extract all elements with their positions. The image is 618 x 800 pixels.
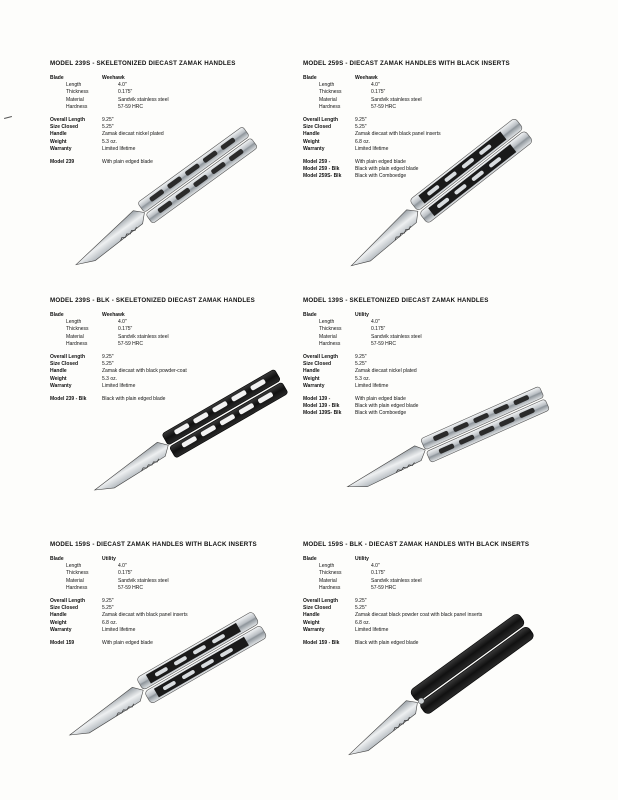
spec-value: 4.0" bbox=[371, 82, 380, 89]
knife-handle bbox=[409, 612, 526, 702]
spec-label: Length bbox=[319, 563, 335, 570]
spec-value: Sandvik stainless steel bbox=[118, 96, 169, 103]
product-title: MODEL 159S - BLK - DIECAST ZAMAK HANDLES WITH BLACK INSERTS bbox=[303, 541, 530, 548]
spec-label: Length bbox=[319, 319, 335, 326]
spec-value: 9.25" bbox=[355, 598, 367, 605]
spec-value: Zamak diecast nickel plated bbox=[355, 368, 417, 375]
knife-illustration bbox=[70, 355, 310, 515]
knife-blade bbox=[90, 438, 173, 497]
spec-value: 57-59 HRC bbox=[371, 103, 397, 110]
spec-label: Warranty bbox=[50, 382, 72, 389]
spec-label: Length bbox=[66, 319, 82, 326]
spec-label: Thickness bbox=[66, 570, 89, 577]
spec-label: Hardness bbox=[319, 103, 341, 110]
spec-label: Weight bbox=[50, 375, 67, 382]
product-title: MODEL 239S - BLK - SKELETONIZED DIECAST ZAMAK HANDLES bbox=[50, 297, 255, 304]
model-label: Model 259 - bbox=[303, 159, 331, 166]
spec-value: 5.25" bbox=[355, 124, 367, 131]
spec-value: 4.0" bbox=[371, 319, 380, 326]
spec-label: Hardness bbox=[66, 103, 88, 110]
spec-label: Blade bbox=[50, 312, 64, 318]
spec-value: 57-59 HRC bbox=[371, 584, 397, 591]
spec-label: Weight bbox=[303, 138, 320, 145]
spec-label: Material bbox=[66, 577, 84, 584]
spec-label: Size Closed bbox=[303, 124, 332, 131]
spec-value: Zamak diecast black powder coat with black panel inserts bbox=[355, 612, 483, 619]
spec-value: Sandvik stainless steel bbox=[118, 577, 169, 584]
spec-value: 5.25" bbox=[102, 605, 114, 612]
spec-label: Handle bbox=[50, 131, 67, 138]
spec-value: 57-59 HRC bbox=[118, 584, 144, 591]
spec-value: 6.8 oz. bbox=[355, 138, 371, 145]
spec-value: 5.25" bbox=[102, 361, 114, 368]
spec-value: 6.8 oz. bbox=[355, 619, 371, 626]
spec-value: Utility bbox=[102, 556, 116, 562]
spec-label: Overall Length bbox=[303, 354, 339, 361]
spec-value: 57-59 HRC bbox=[118, 340, 144, 347]
spec-value: 5.3 oz. bbox=[102, 138, 118, 145]
spec-value: 9.25" bbox=[355, 354, 367, 361]
spec-label: Handle bbox=[303, 131, 320, 138]
spec-label: Length bbox=[66, 82, 82, 89]
model-value: Black with plain edged blade bbox=[355, 403, 419, 410]
spec-label: Size Closed bbox=[50, 361, 79, 368]
spec-value: Limited lifetime bbox=[102, 382, 136, 389]
spec-label: Handle bbox=[303, 368, 320, 375]
knife-illustration bbox=[45, 120, 285, 280]
spec-label: Size Closed bbox=[50, 605, 79, 612]
spec-value: Limited lifetime bbox=[355, 626, 389, 633]
spec-value: 4.0" bbox=[118, 563, 127, 570]
spec-label: Material bbox=[319, 333, 337, 340]
model-value: Black with Comboedge bbox=[355, 173, 407, 180]
model-value: With plain edged blade bbox=[102, 640, 153, 647]
knife-illustration bbox=[45, 600, 285, 760]
spec-label: Length bbox=[66, 563, 82, 570]
spec-label: Length bbox=[319, 82, 335, 89]
model-label: Model 259 - Blk bbox=[303, 166, 340, 173]
spec-label: Blade bbox=[303, 312, 317, 318]
spec-value: Weehawk bbox=[355, 75, 378, 81]
spec-label: Blade bbox=[50, 556, 64, 562]
knife-blade bbox=[343, 443, 429, 494]
spec-value: 0.175" bbox=[118, 89, 133, 96]
model-label: Model 159 bbox=[50, 640, 75, 647]
spec-value: 57-59 HRC bbox=[118, 103, 144, 110]
spec-value: Weehawk bbox=[102, 312, 125, 318]
model-value: Black with plain edged blade bbox=[355, 640, 419, 647]
spec-value: 9.25" bbox=[102, 598, 114, 605]
spec-label: Thickness bbox=[66, 89, 89, 96]
spec-label: Overall Length bbox=[50, 117, 86, 124]
spec-label: Thickness bbox=[66, 326, 89, 333]
knife-blade bbox=[65, 683, 148, 742]
spec-label: Material bbox=[319, 96, 337, 103]
spec-label: Handle bbox=[50, 612, 67, 619]
knife-illustration bbox=[318, 610, 558, 770]
model-value: Black with plain edged blade bbox=[355, 166, 419, 173]
spec-label: Overall Length bbox=[303, 117, 339, 124]
product-title: MODEL 159S - DIECAST ZAMAK HANDLES WITH BLACK INSERTS bbox=[50, 541, 257, 548]
spec-label: Thickness bbox=[319, 570, 342, 577]
spec-label: Warranty bbox=[50, 626, 72, 633]
spec-value: 0.175" bbox=[118, 326, 133, 333]
spec-value: 5.25" bbox=[355, 605, 367, 612]
spec-label: Warranty bbox=[303, 382, 325, 389]
spec-value: Limited lifetime bbox=[355, 382, 389, 389]
spec-value: Zamak diecast with black panel inserts bbox=[102, 612, 188, 619]
model-value: With plain edged blade bbox=[102, 159, 153, 166]
product-title: MODEL 259S - DIECAST ZAMAK HANDLES WITH BLACK INSERTS bbox=[303, 60, 510, 67]
spec-value: 57-59 HRC bbox=[371, 340, 397, 347]
knife-illustration bbox=[318, 118, 558, 278]
spec-value: 5.3 oz. bbox=[355, 375, 371, 382]
spec-value: Zamak diecast nickel plated bbox=[102, 131, 164, 138]
spec-label: Handle bbox=[50, 368, 67, 375]
model-value: Black with Comboedge bbox=[355, 410, 407, 417]
spec-label: Size Closed bbox=[50, 124, 79, 131]
model-label: Model 139 - bbox=[303, 396, 331, 403]
spec-value: Limited lifetime bbox=[355, 145, 389, 152]
knife-blade bbox=[343, 696, 423, 761]
spec-value: 6.8 oz. bbox=[102, 619, 118, 626]
knife-blade bbox=[70, 206, 150, 271]
spec-value: Sandvik stainless steel bbox=[118, 333, 169, 340]
spec-label: Size Closed bbox=[303, 605, 332, 612]
spec-value: Sandvik stainless steel bbox=[371, 96, 422, 103]
knife-illustration bbox=[328, 362, 568, 522]
spec-label: Hardness bbox=[66, 584, 88, 591]
spec-label: Blade bbox=[303, 556, 317, 562]
spec-value: Zamak diecast with black powder-coat bbox=[102, 368, 187, 375]
spec-value: 5.25" bbox=[355, 361, 367, 368]
spec-label: Handle bbox=[303, 612, 320, 619]
spec-label: Size Closed bbox=[303, 361, 332, 368]
product-title: MODEL 239S - SKELETONIZED DIECAST ZAMAK HANDLES bbox=[50, 60, 236, 67]
model-label: Model 239 bbox=[50, 159, 75, 166]
spec-value: 0.175" bbox=[371, 326, 386, 333]
spec-label: Blade bbox=[303, 75, 317, 81]
model-label: Model 139S- Blk bbox=[303, 410, 342, 417]
knife-handle bbox=[419, 625, 536, 715]
spec-label: Warranty bbox=[303, 626, 325, 633]
spec-value: Limited lifetime bbox=[102, 145, 136, 152]
spec-value: Utility bbox=[355, 556, 369, 562]
spec-label: Thickness bbox=[319, 89, 342, 96]
spec-label: Overall Length bbox=[303, 598, 339, 605]
spec-label: Warranty bbox=[303, 145, 325, 152]
spec-value: 0.175" bbox=[371, 570, 386, 577]
spec-label: Material bbox=[66, 333, 84, 340]
spec-value: Sandvik stainless steel bbox=[371, 333, 422, 340]
spec-label: Material bbox=[66, 96, 84, 103]
spec-value: 9.25" bbox=[355, 117, 367, 124]
spec-value: 4.0" bbox=[118, 319, 127, 326]
spec-value: 4.0" bbox=[118, 82, 127, 89]
model-value: With plain edged blade bbox=[355, 159, 406, 166]
model-label: Model 139 - Blk bbox=[303, 403, 340, 410]
spec-label: Hardness bbox=[319, 584, 341, 591]
model-label: Model 259S- Blk bbox=[303, 173, 342, 180]
spec-value: Limited lifetime bbox=[102, 626, 136, 633]
spec-label: Overall Length bbox=[50, 598, 86, 605]
spec-value: 9.25" bbox=[102, 117, 114, 124]
scan-mark bbox=[4, 116, 12, 119]
spec-value: 5.25" bbox=[102, 124, 114, 131]
spec-label: Blade bbox=[50, 75, 64, 81]
model-value: Black with plain edged blade bbox=[102, 396, 166, 403]
model-value: With plain edged blade bbox=[355, 396, 406, 403]
model-label: Model 159 - Blk bbox=[303, 640, 340, 647]
spec-label: Weight bbox=[303, 619, 320, 626]
spec-value: Sandvik stainless steel bbox=[371, 577, 422, 584]
spec-label: Hardness bbox=[66, 340, 88, 347]
spec-value: 9.25" bbox=[102, 354, 114, 361]
spec-label: Warranty bbox=[50, 145, 72, 152]
spec-value: Zamak diecast with black panel inserts bbox=[355, 131, 441, 138]
spec-value: Utility bbox=[355, 312, 369, 318]
spec-label: Thickness bbox=[319, 326, 342, 333]
spec-label: Weight bbox=[50, 619, 67, 626]
spec-label: Overall Length bbox=[50, 354, 86, 361]
model-label: Model 239 - Blk bbox=[50, 396, 87, 403]
spec-label: Hardness bbox=[319, 340, 341, 347]
spec-label: Weight bbox=[50, 138, 67, 145]
spec-value: 4.0" bbox=[371, 563, 380, 570]
product-title: MODEL 139S - SKELETONIZED DIECAST ZAMAK HANDLES bbox=[303, 297, 489, 304]
knife-blade bbox=[345, 205, 424, 272]
spec-value: 5.3 oz. bbox=[102, 375, 118, 382]
spec-label: Weight bbox=[303, 375, 320, 382]
spec-value: 0.175" bbox=[371, 89, 386, 96]
spec-value: 0.175" bbox=[118, 570, 133, 577]
spec-label: Material bbox=[319, 577, 337, 584]
spec-value: Weehawk bbox=[102, 75, 125, 81]
